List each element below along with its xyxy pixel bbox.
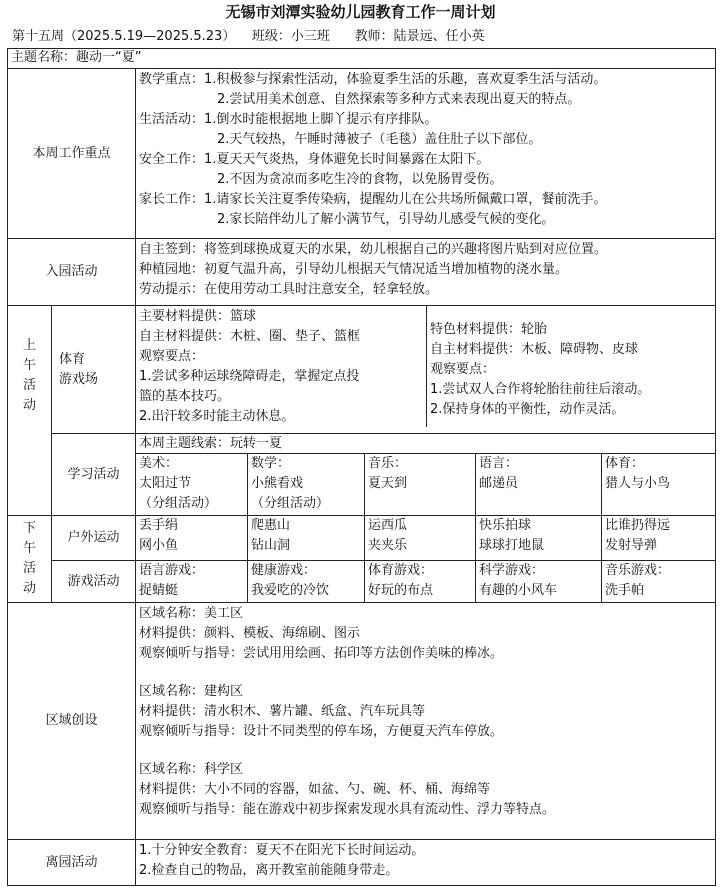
area-science-materials: 材料提供：大小不同的容器，如盆、勺、碗、杯、桶、海绵等	[139, 782, 491, 797]
game-4: 科学游戏： 有趣的小风车	[476, 561, 602, 603]
area-build-name: 区域名称：建构区	[139, 684, 244, 699]
theme-row: 主题名称：趣动一“夏”	[8, 49, 716, 69]
morning-label: 上 午 活 动	[8, 306, 52, 516]
sports-right: 特色材料提供：轮胎 自主材料提供：木板、障碍物、皮球 观察要点： 1.尝试双人合作将轮胎往前往后滚动。 2.保持身体的平衡性，动作灵活。	[430, 322, 651, 417]
games-label: 游戏活动	[52, 561, 136, 603]
safety-work-line1: 安全工作：1.夏天天气炎热，身体避免长时间暴露在太阳下。	[139, 152, 490, 167]
outdoor-1: 丢手绢 网小鱼	[136, 516, 248, 561]
outdoor-4: 快乐拍球 球球打地鼠	[476, 516, 602, 561]
subject-pe: 体育： 猎人与小鸟	[602, 454, 716, 516]
sports-left: 主要材料提供：篮球 自主材料提供：木桩、圈、垫子、篮框 观察要点： 1.尝试多种运球绕障碍走，掌握定点投 篮的基本技巧。 2.出汗较多时能主动休息。	[136, 306, 427, 427]
game-5: 音乐游戏： 洗手帕	[602, 561, 716, 603]
theme-thread: 本周主题线索：玩转一夏	[136, 434, 716, 454]
area-build-guide: 观察倾听与指导：设计不同类型的停车场，方便夏天汽车停放。	[139, 724, 504, 739]
weekly-focus-content	[136, 69, 716, 239]
afternoon-label: 下 午 活 动	[8, 516, 52, 603]
area-art-guide: 观察倾听与指导：尝试用用绘画、拓印等方法创作美味的棒冰。	[139, 646, 504, 661]
subject-art: 美术： 太阳过节 （分组活动）	[136, 454, 248, 516]
weekly-focus-label: 本周工作重点	[8, 69, 136, 239]
departure-label: 离园活动	[8, 840, 136, 886]
safety-work-line2: 2.不因为贪凉而多吃生冷的食物，以免肠胃受伤。	[217, 172, 503, 187]
subject-music: 音乐： 夏天到	[365, 454, 476, 516]
parent-work-line2: 2.家长陪伴幼儿了解小满节气，引导幼儿感受气候的变化。	[217, 212, 555, 227]
week-range: 第十五周（2025.5.19—2025.5.23）	[12, 29, 236, 44]
outdoor-2: 爬惠山 钻山洞	[248, 516, 365, 561]
departure-line1: 1.十分钟安全教育：夏天不在阳光下长时间运动。	[139, 843, 425, 858]
learning-label: 学习活动	[52, 434, 136, 516]
areas-content	[136, 603, 716, 840]
plan-table	[7, 48, 716, 886]
life-activity-line1: 生活活动：1.倒水时能根据地上脚丫提示有序排队。	[139, 112, 438, 127]
outdoor-5: 比谁扔得远 发射导弹	[602, 516, 716, 561]
game-3: 体育游戏： 好玩的布点	[365, 561, 476, 603]
outdoor-3: 运西瓜 夹夹乐	[365, 516, 476, 561]
class-label: 班级：小三班	[251, 29, 330, 44]
subject-math: 数学： 小熊看戏 （分组活动）	[248, 454, 365, 516]
teaching-focus-line2: 2.尝试用美术创意、自然探索等多种方式来表现出夏天的特点。	[217, 92, 581, 107]
subject-language: 语言： 邮递员	[476, 454, 602, 516]
teaching-focus-line1: 教学重点：1.积极参与探索性活动，体验夏季生活的乐趣，喜欢夏季生活与活动。	[139, 72, 607, 87]
page-title: 无锡市刘潭实验幼儿园教育工作一周计划	[225, 3, 496, 21]
arrival-line3: 劳动提示：在使用劳动工具时注意安全，轻拿轻放。	[139, 282, 439, 297]
arrival-content	[136, 239, 716, 306]
arrival-line2: 种植园地：初夏气温升高，引导幼儿根据天气情况适当增加植物的浇水量。	[139, 262, 569, 277]
arrival-label: 入园活动	[8, 239, 136, 306]
parent-work-line1: 家长工作：1.请家长关注夏季传染病，提醒幼儿在公共场所佩戴口罩，餐前洗手。	[139, 192, 607, 207]
arrival-line1: 自主签到：将签到球换成夏天的水果，幼儿根据自己的兴趣将图片贴到对应位置。	[139, 242, 608, 257]
areas-label: 区域创设	[8, 603, 136, 840]
departure-content	[136, 840, 716, 886]
outdoor-label: 户外运动	[52, 516, 136, 561]
sports-content	[136, 306, 716, 434]
game-2: 健康游戏： 我爱吃的冷饮	[248, 561, 365, 603]
area-build-materials: 材料提供：清水积木、薯片罐、纸盒、汽车玩具等	[139, 704, 426, 719]
sports-label: 体育 游戏场	[52, 306, 136, 434]
life-activity-line2: 2.天气较热，午睡时薄被子（毛毯）盖住肚子以下部位。	[217, 132, 542, 147]
teacher-label: 教师：陆景远、任小英	[354, 29, 485, 44]
game-1: 语言游戏： 捉蜻蜓	[136, 561, 248, 603]
area-science-name: 区域名称：科学区	[139, 762, 244, 777]
area-art-name: 区域名称：美工区	[139, 606, 244, 621]
area-science-guide: 观察倾听与指导：能在游戏中初步探索发现水具有流动性、浮力等特点。	[139, 802, 556, 817]
week-info	[12, 27, 485, 47]
departure-line2: 2.检查自己的物品，离开教室前能随身带走。	[139, 863, 399, 878]
area-art-materials: 材料提供：颜料、模板、海绵刷、图示	[139, 626, 361, 641]
